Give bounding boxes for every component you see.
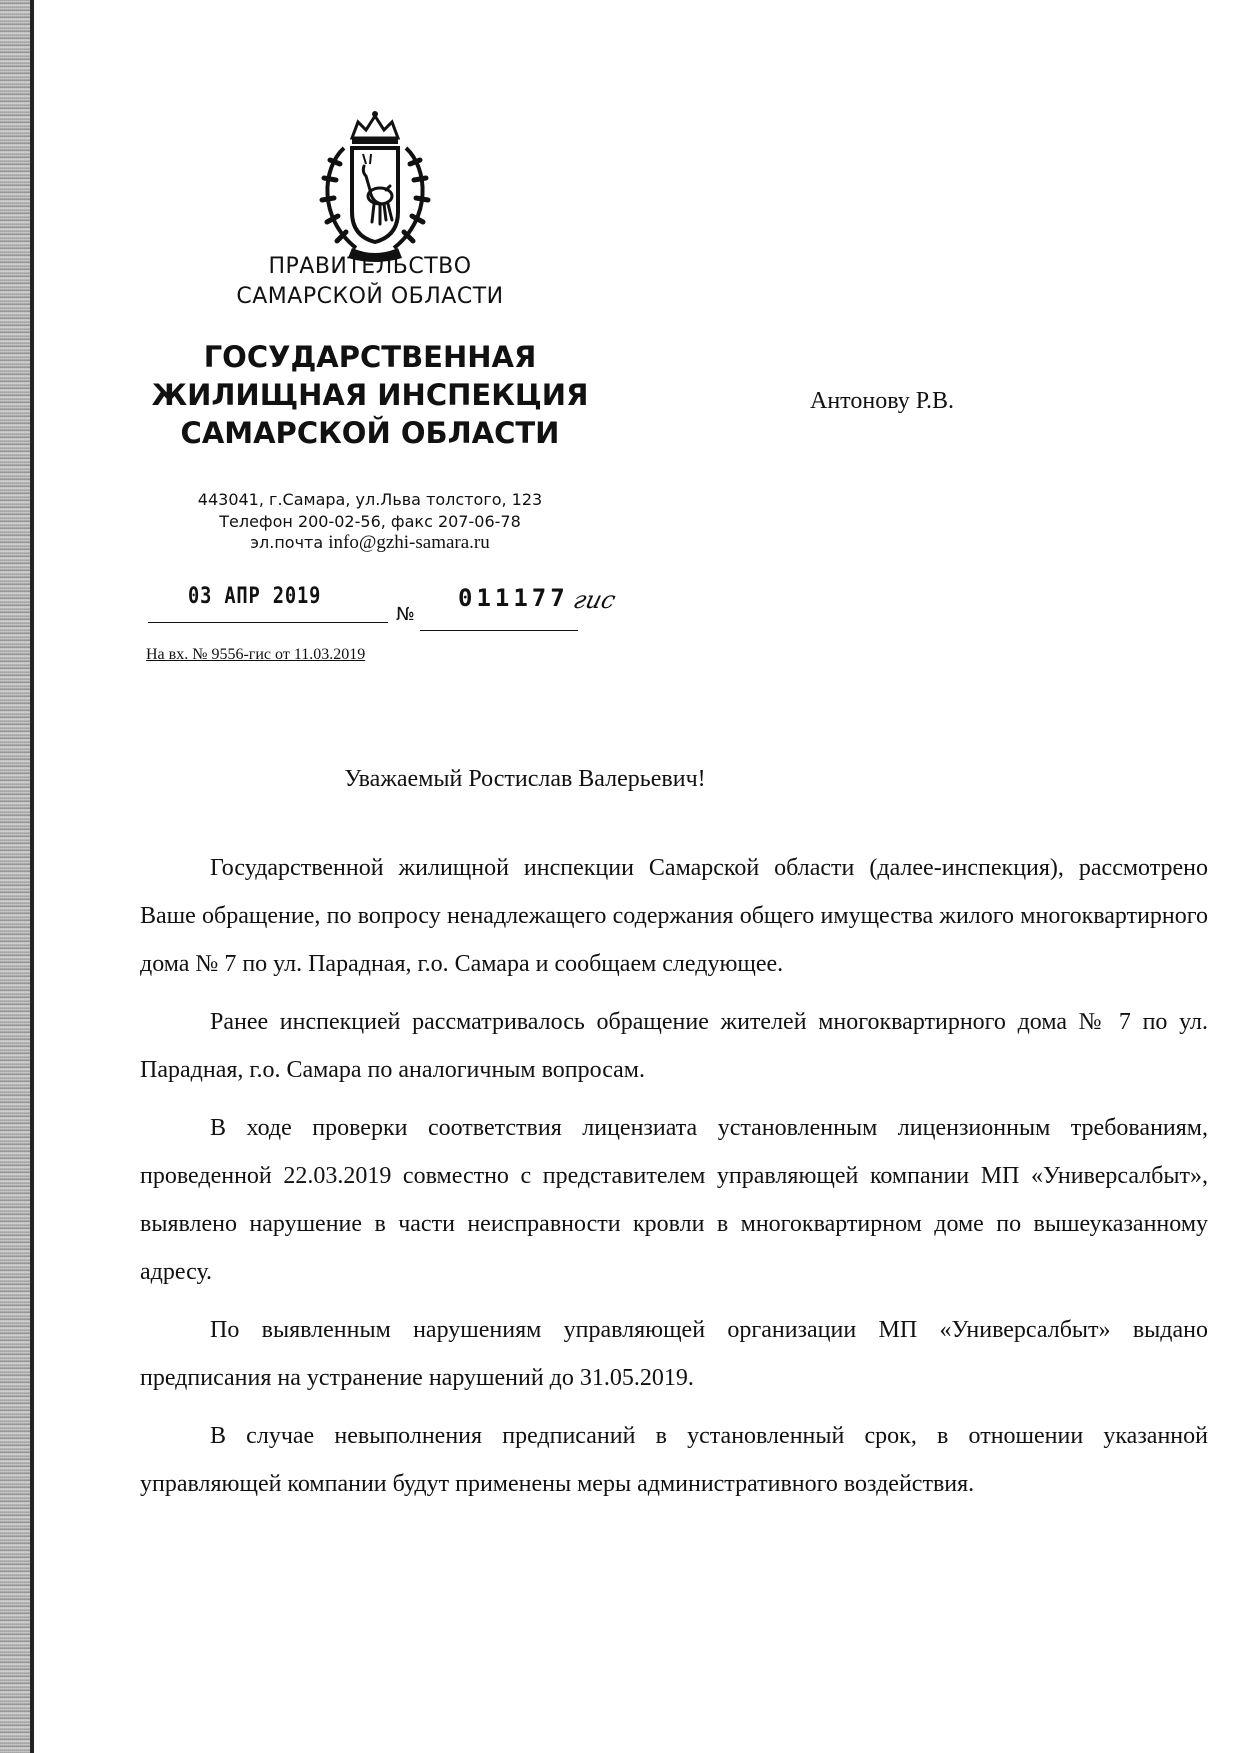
number-underline [420,630,578,631]
date-underline [148,622,388,623]
agency-phone: Телефон 200-02-56, факс 207-06-78 [219,512,521,531]
paragraph-3: В ходе проверки соответствия лицензиата установленным лицензионным требованиям, проведенной 22.03.2019 совместно с представителем управляющей компании МП «Универсалбыт», выявлено нарушение в части неисправности кровли в многоквартирном доме по вышеуказанному адресу. [140,1115,1208,1285]
number-stamp: 011177 [458,584,569,612]
agency-email-line [150,532,590,554]
paragraph-4: По выявленным нарушениям управляющей организации МП «Универсалбыт» выдано предписания на устранение нарушений до 31.05.2019. [140,1317,1208,1391]
number-suffix-handwritten: гис [570,586,619,614]
incoming-reference: На вх. № 9556-гис от 11.03.2019 [146,646,366,663]
email-address: info@gzhi-samara.ru [328,532,490,553]
government-title-line-1: ПРАВИТЕЛЬСТВО [268,254,472,279]
date-stamp: 03 АПР 2019 [188,584,322,609]
paragraph-1: Государственной жилищной инспекции Самарской области (далее-инспекция), рассмотрено Ваше обращение, по вопросу ненадлежащего содержания общего имущества жилого многоквартирного дома № 7 по ул. Парадная, г.о. Самара и сообщаем следующее. [140,855,1208,977]
agency-title-line-1: ГОСУДАРСТВЕННАЯ [203,340,537,374]
scan-border-line [30,0,34,1753]
coat-of-arms-icon [300,108,450,268]
greeting: Уважаемый Ростислав Валерьевич! [344,766,706,792]
government-title-line-2: САМАРСКОЙ ОБЛАСТИ [236,284,504,309]
paragraph-2: Ранее инспекцией рассматривалось обращение жителей многоквартирного дома № 7 по ул. Парадная, г.о. Самара по аналогичным вопросам. [140,1009,1208,1083]
email-label: эл.почта [250,533,329,552]
recipient: Антонову Р.В. [810,388,955,414]
agency-title-line-2: ЖИЛИЩНАЯ ИНСПЕКЦИЯ [151,378,589,412]
scan-edge [0,0,30,1753]
letter-body [140,844,1208,1518]
agency-address: 443041, г.Самара, ул.Льва толстого, 123 [197,490,543,509]
paragraph-5: В случае невыполнения предписаний в установленный срок, в отношении указанной управляющей компании будут применены меры административного воздействия. [140,1423,1208,1497]
number-sign: № [396,604,415,625]
agency-title-line-3: САМАРСКОЙ ОБЛАСТИ [180,416,560,450]
